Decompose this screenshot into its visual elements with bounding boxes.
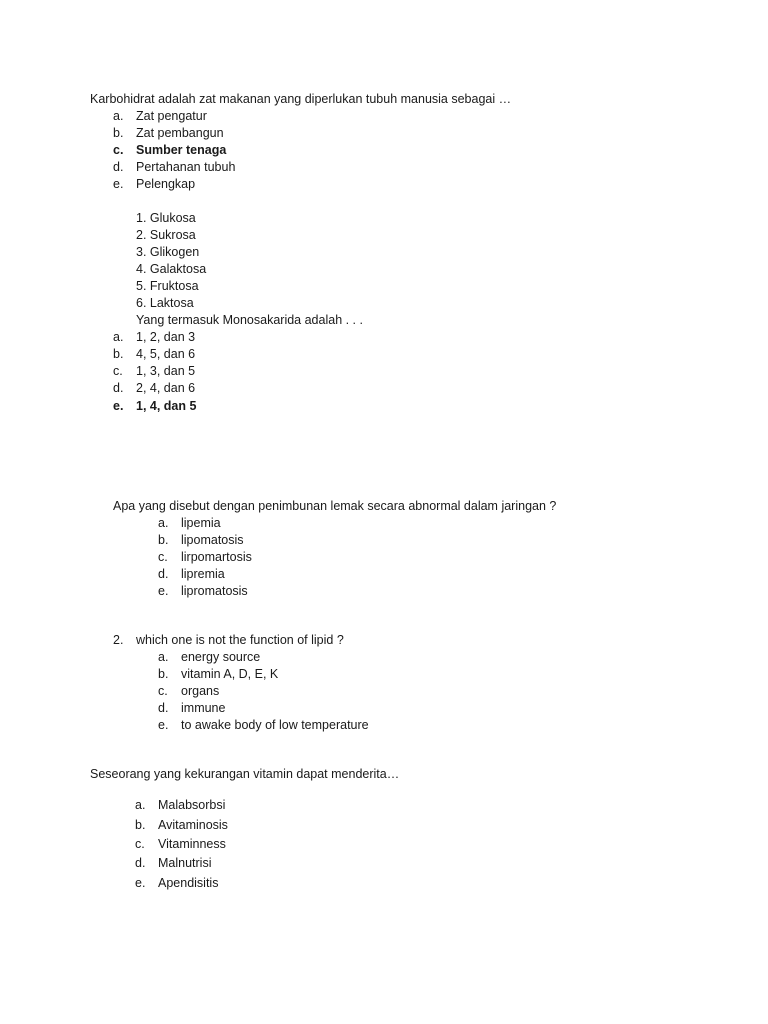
q2-option-text: 1, 4, dan 5 — [136, 399, 197, 413]
q3-option-text: lirpomartosis — [181, 550, 252, 564]
q2-list-item: 1. Glukosa — [136, 211, 196, 225]
q3-option-text: lipemia — [181, 516, 221, 530]
q4-number: 2. — [113, 633, 124, 647]
q2-option-text: 1, 3, dan 5 — [136, 364, 196, 378]
q1-option-marker: a. — [113, 109, 124, 123]
q4-stem: which one is not the function of lipid ? — [136, 633, 344, 647]
q4-option-text: energy source — [181, 650, 261, 664]
q4-option-text: vitamin A, D, E, K — [181, 667, 279, 681]
q5-option-marker: d. — [135, 856, 146, 870]
q1-stem: Karbohidrat adalah zat makanan yang diperlukan tubuh manusia sebagai … — [90, 92, 512, 106]
q5-option-text: Avitaminosis — [158, 818, 228, 832]
q1-option-text: Sumber tenaga — [136, 143, 227, 157]
q2-stem: Yang termasuk Monosakarida adalah . . . — [136, 313, 363, 327]
q5-option-marker: c. — [135, 837, 145, 851]
q4-option-marker: e. — [158, 718, 169, 732]
q3-option-marker: b. — [158, 533, 169, 547]
q4-option-marker: c. — [158, 684, 168, 698]
q3-option-text: lipomatosis — [181, 533, 244, 547]
q5-option-text: Malnutrisi — [158, 856, 212, 870]
q4-option-text: to awake body of low temperature — [181, 718, 369, 732]
q3-option-marker: e. — [158, 584, 169, 598]
q2-option-text: 2, 4, dan 6 — [136, 381, 196, 395]
q3-option-text: lipromatosis — [181, 584, 248, 598]
q2-option-marker: c. — [113, 364, 123, 378]
q4-option-text: organs — [181, 684, 220, 698]
q5-option-marker: e. — [135, 876, 146, 890]
q3-option-marker: c. — [158, 550, 168, 564]
q3-option-marker: a. — [158, 516, 169, 530]
q1-option-marker: b. — [113, 126, 124, 140]
q2-option-marker: e. — [113, 399, 124, 413]
q1-option-text: Zat pengatur — [136, 109, 207, 123]
q1-option-marker: c. — [113, 143, 124, 157]
q1-option-text: Pelengkap — [136, 177, 196, 191]
q5-stem: Seseorang yang kekurangan vitamin dapat menderita… — [90, 767, 400, 781]
q1-option-marker: d. — [113, 160, 124, 174]
q1-option-text: Pertahanan tubuh — [136, 160, 236, 174]
q2-option-text: 4, 5, dan 6 — [136, 347, 196, 361]
q4-option-marker: a. — [158, 650, 169, 664]
q2-option-marker: a. — [113, 330, 124, 344]
q2-list-item: 3. Glikogen — [136, 245, 200, 259]
q2-option-marker: b. — [113, 347, 124, 361]
q4-option-marker: d. — [158, 701, 169, 715]
q4-option-text: immune — [181, 701, 226, 715]
q5-option-text: Apendisitis — [158, 876, 219, 890]
q2-list-item: 6. Laktosa — [136, 296, 194, 310]
q1-option-text: Zat pembangun — [136, 126, 224, 140]
q2-list-item: 4. Galaktosa — [136, 262, 207, 276]
q5-option-text: Vitaminness — [158, 837, 226, 851]
q3-stem: Apa yang disebut dengan penimbunan lemak secara abnormal dalam jaringan ? — [113, 499, 557, 513]
q5-option-text: Malabsorbsi — [158, 798, 226, 812]
q2-option-marker: d. — [113, 381, 124, 395]
q2-option-text: 1, 2, dan 3 — [136, 330, 196, 344]
q2-list-item: 2. Sukrosa — [136, 228, 196, 242]
q3-option-marker: d. — [158, 567, 169, 581]
q4-option-marker: b. — [158, 667, 169, 681]
q3-option-text: lipremia — [181, 567, 225, 581]
q1-option-marker: e. — [113, 177, 124, 191]
q5-option-marker: b. — [135, 818, 146, 832]
q5-option-marker: a. — [135, 798, 146, 812]
q2-list-item: 5. Fruktosa — [136, 279, 199, 293]
